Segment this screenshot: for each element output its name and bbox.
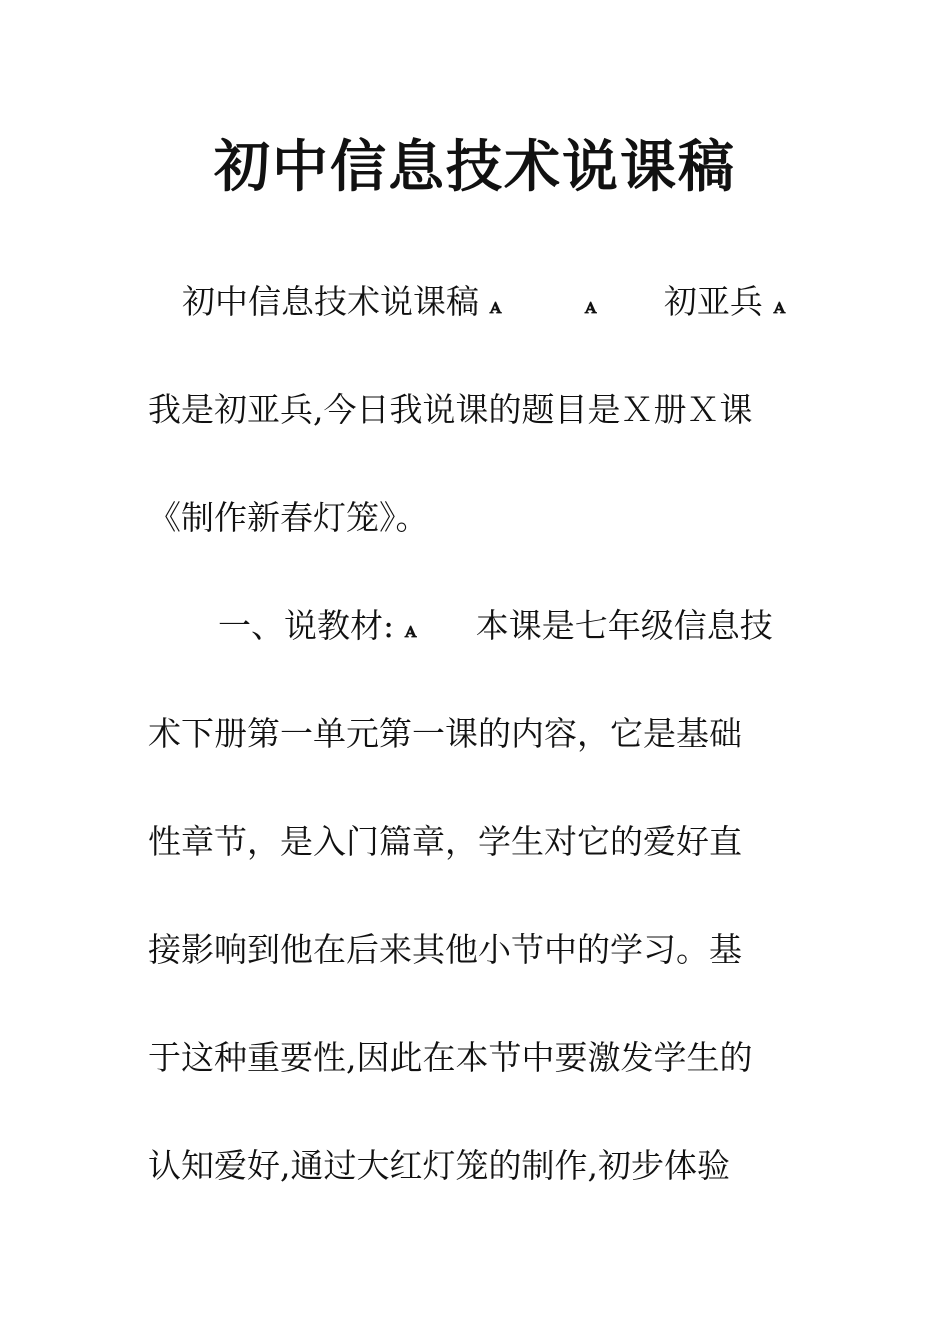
document-title: 初中信息技术说课稿 xyxy=(214,135,736,200)
author-name: 初亚兵 xyxy=(663,282,763,321)
body-line: 于这种重要性,因此在本节中要激发学生的 xyxy=(148,1038,753,1077)
body-line: 我是初亚兵,今日我说课的题目是Ｘ册Ｘ课 xyxy=(148,390,753,429)
header-title-text: 初中信息技术说课稿 xyxy=(182,282,479,321)
paragraph-mark-icon: ꭺ xyxy=(404,614,417,643)
body-line: 《制作新春灯笼》。 xyxy=(148,498,429,537)
body-line: 认知爱好,通过大红灯笼的制作,初步体验 xyxy=(148,1146,730,1185)
paragraph-mark-icon: ꭺ xyxy=(584,290,597,319)
paragraph-mark-icon: ꭺ xyxy=(773,290,786,319)
body-line: 接影响到他在后来其他小节中的学习。基 xyxy=(148,930,742,969)
header-line xyxy=(148,272,808,335)
body-line: 性章节，是入门篇章，学生对它的爱好直 xyxy=(148,822,742,861)
section-heading-line xyxy=(148,596,808,659)
paragraph-mark-icon: ꭺ xyxy=(489,290,502,319)
section-heading: 一、说教材: xyxy=(218,606,395,645)
body-line: 术下册第一单元第一课的内容，它是基础 xyxy=(148,714,742,753)
section-text: 本课是七年级信息技 xyxy=(475,606,773,645)
